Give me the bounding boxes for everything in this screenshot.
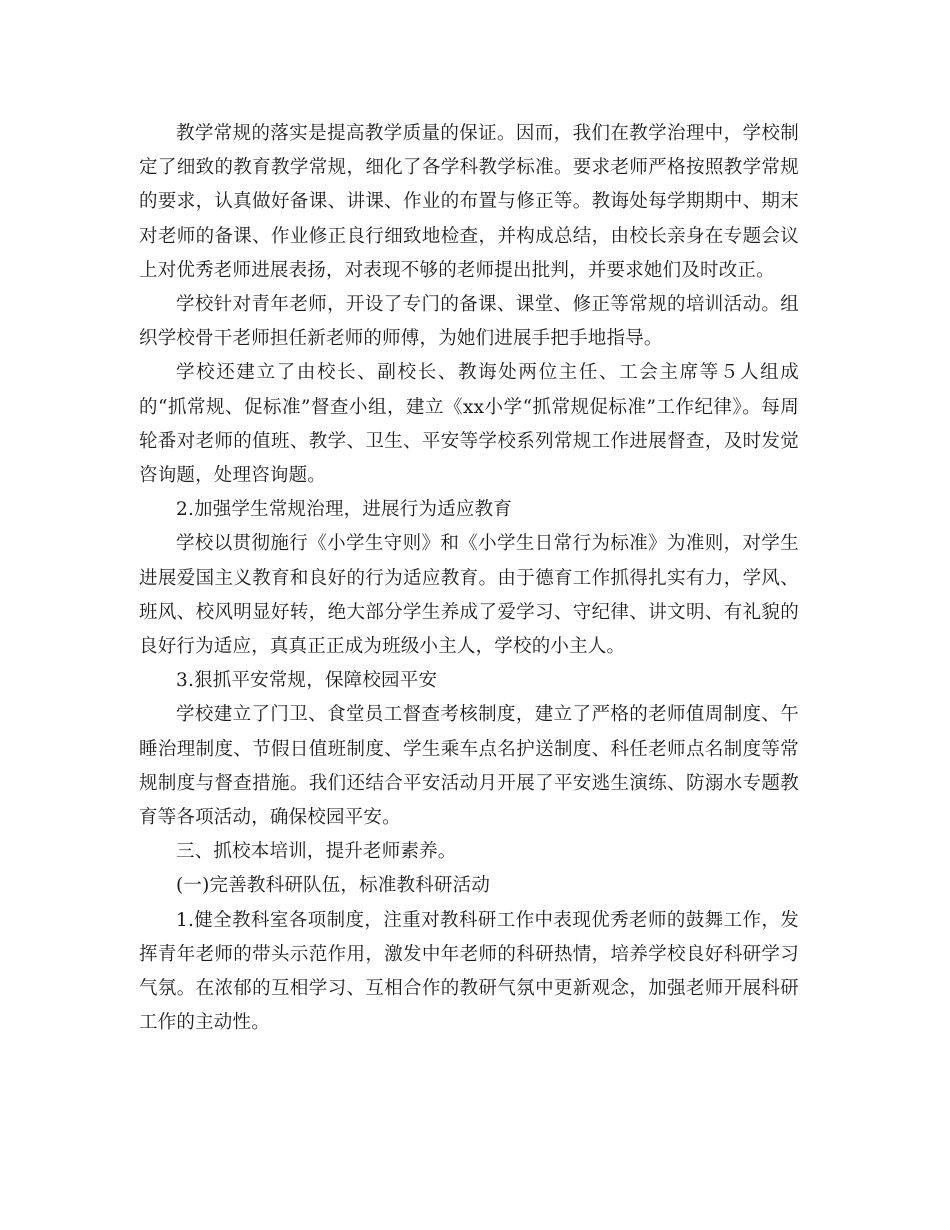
section-heading-school-training: 三、抓校本培训，提升老师素养。 — [176, 841, 457, 863]
section-heading-student-routine: 2.加强学生常规治理，进展行为适应教育 — [176, 499, 512, 521]
paragraph-safety-measures: 学校建立了门卫、食堂员工督查考核制度，建立了严格的老师值周制度、午睡治理制度、节假日值班制度、学生乘车点名护送制度、科任老师点名制度等常规制度与督查措施。我们还结合平安活动月开展了平安逃生演练、防溺水专题教育等各项活动，确保校园平安。 — [139, 704, 799, 829]
paragraph-student-behavior: 学校以贯彻施行《小学生守则》和《小学生日常行为标准》为准则，对学生进展爱国主义教育和良好的行为适应教育。由于德育工作抓得扎实有力，学风、班风、校风明显好转，绝大部分学生养成了爱学习、守纪律、讲文明、有礼貌的良好行为适应，真真正正成为班级小主人，学校的小主人。 — [139, 533, 799, 658]
paragraph-young-teacher-training: 学校针对青年老师，开设了专门的备课、课堂、修正等常规的培训活动。组织学校骨干老师担任新老师的师傅，为她们进展手把手地指导。 — [139, 294, 799, 350]
paragraph-teaching-routine: 教学常规的落实是提高教学质量的保证。因而，我们在教学治理中，学校制定了细致的教育教学常规，细化了各学科教学标准。要求老师严格按照教学常规的要求，认真做好备课、讲课、作业的布置与修正等。教诲处每学期期中、期末对老师的备课、作业修正良行细致地检查，并构成总结，由校长亲身在专题会议上对优秀老师进展表扬，对表现不够的老师提出批判，并要求她们及时改正。 — [139, 123, 799, 281]
subsection-heading-research-team: (一)完善教科研队伍，标准教科研活动 — [176, 875, 491, 897]
paragraph-inspection-group: 学校还建立了由校长、副校长、教诲处两位主任、工会主席等５人组成的“抓常规、促标准”督查小组，建立《xx小学“抓常规促标准”工作纪律》。每周轮番对老师的值班、教学、卫生、平安等学校系列常规工作进展督查，及时发觉咨询题，处理咨询题。 — [139, 362, 799, 487]
section-heading-campus-safety: 3.狠抓平安常规，保障校园平安 — [176, 670, 438, 692]
paragraph-research-system: 1.健全教科室各项制度，注重对教科研工作中表现优秀老师的鼓舞工作，发挥青年老师的带头示范作用，激发中年老师的科研热情，培养学校良好科研学习气氛。在浓郁的互相学习、互相合作的教研气氛中更新观念，加强老师开展科研工作的主动性。 — [139, 909, 799, 1034]
document-body — [139, 117, 799, 1040]
